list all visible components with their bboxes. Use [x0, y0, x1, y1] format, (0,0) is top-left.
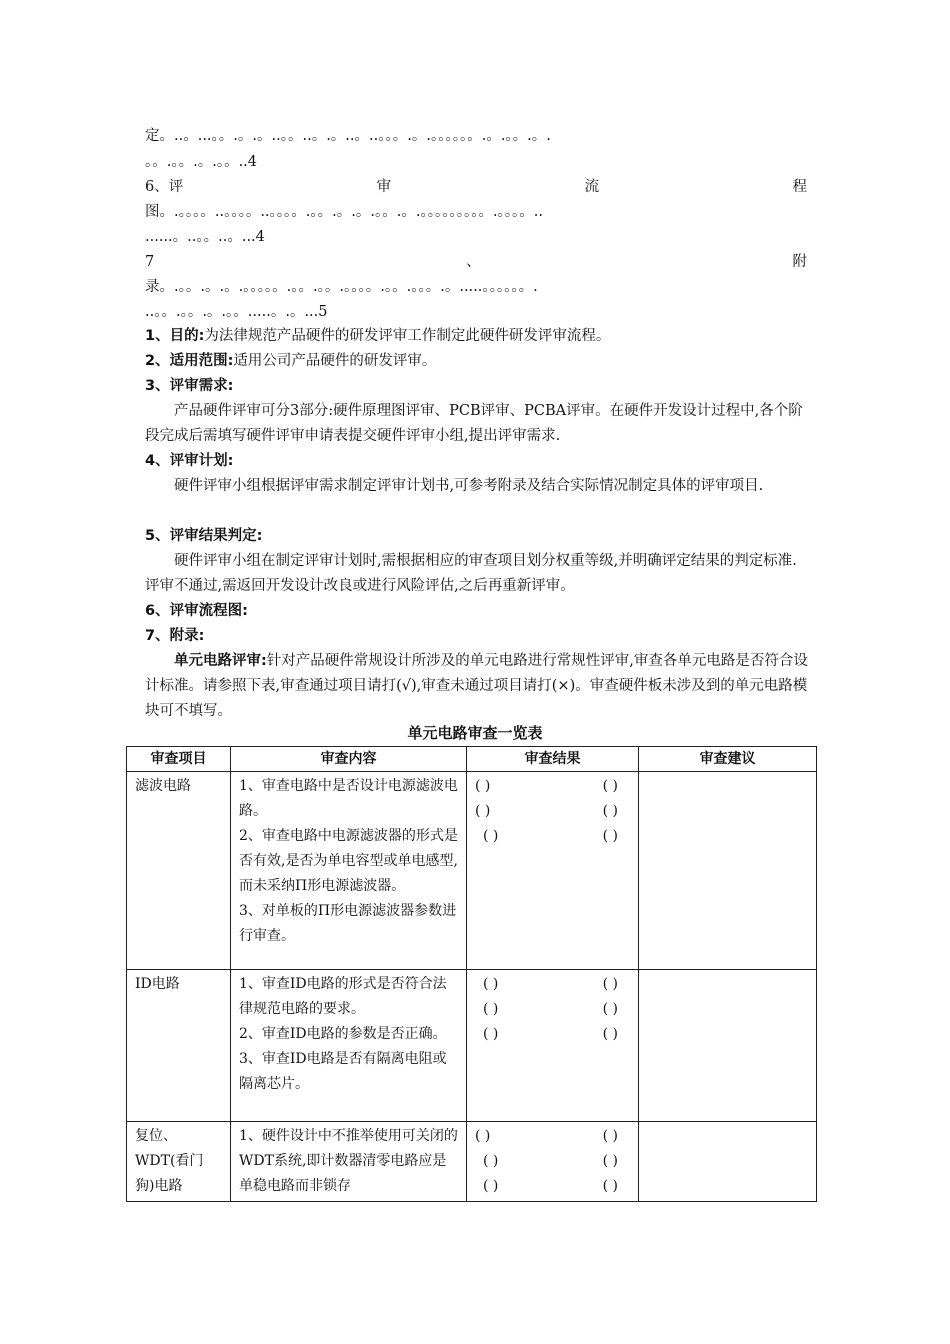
- review-result[interactable]: [467, 772, 639, 970]
- fail-checkbox[interactable]: ( ): [602, 1153, 618, 1169]
- pass-checkbox[interactable]: ( ): [483, 1178, 499, 1194]
- section-heading: 4、评审计划:: [145, 453, 234, 469]
- result-line: [475, 824, 630, 849]
- pass-checkbox[interactable]: ( ): [483, 1001, 499, 1017]
- content-line: 1、硬件设计中不推举使用可关闭的WDT系统,即计数器清零电路应是单稳电路而非锁存: [239, 1128, 458, 1194]
- review-result[interactable]: [467, 970, 639, 1122]
- review-content: [231, 970, 467, 1122]
- table-caption: 单元电路审查一览表: [407, 724, 543, 742]
- toc-word: 审: [376, 179, 392, 195]
- result-line: [475, 1149, 630, 1174]
- appendix-lead: 单元电路评审:: [174, 653, 267, 669]
- column-header: 审查内容: [231, 747, 467, 772]
- toc-word: 6、评: [145, 179, 184, 195]
- result-line: [475, 997, 630, 1022]
- fail-checkbox[interactable]: ( ): [602, 1026, 618, 1042]
- review-content: [231, 1122, 467, 1202]
- pass-checkbox[interactable]: ( ): [475, 1128, 491, 1144]
- section-paragraph: 产品硬件评审可分3部分:硬件原理图评审、PCB评审、PCBA评审。在硬件开发设计过程中,各个阶段完成后需填写硬件评审申请表提交硬件评审小组,提出评审需求.: [145, 403, 803, 444]
- toc-line: 录。.。。.。.。.。。。。。.。。.。。.。。。。.。。.。。。.。.....。。。。。。.: [145, 279, 538, 295]
- pass-checkbox[interactable]: ( ): [483, 1026, 499, 1042]
- fail-checkbox[interactable]: ( ): [602, 1128, 618, 1144]
- toc-word: 7: [145, 254, 155, 270]
- toc-word: 程: [792, 179, 807, 195]
- section-paragraph: [145, 649, 811, 724]
- toc-line: 图。.。。。。..。。。。..。。。。.。。.。.。.。。.。.。。。。。。。。。.。。。。..: [145, 204, 544, 220]
- table-header-row: [127, 747, 817, 772]
- column-header: 审查结果: [467, 747, 639, 772]
- review-item: 复位、WDT(看门狗)电路: [127, 1122, 231, 1202]
- fail-checkbox[interactable]: ( ): [602, 1178, 618, 1194]
- section-heading: 3、评审需求:: [145, 378, 234, 394]
- fail-checkbox[interactable]: ( ): [602, 778, 618, 794]
- table-row: [127, 772, 817, 970]
- pass-checkbox[interactable]: ( ): [475, 778, 491, 794]
- content-line: 2、审查电路中电源滤波器的形式是否有效,是否为单电容型或单电感型,而未采纳Π形电源滤波器。: [239, 828, 458, 894]
- content-line: 1、审查电路中是否设计电源滤波电路。: [239, 778, 458, 819]
- review-advice[interactable]: [639, 772, 817, 970]
- toc-item-6: [145, 175, 807, 199]
- section-paragraph: 硬件评审小组在制定评审计划时,需根据相应的审查项目划分权重等级,并明确评定结果的判定标准.评审不通过,需返回开发设计改良或进行风险评估,之后再重新评审。: [145, 553, 797, 594]
- section-heading: 2、适用范围:: [145, 353, 234, 369]
- toc-item-7: [145, 250, 807, 274]
- content-line: 2、审查ID电路的参数是否正确。: [239, 1026, 447, 1042]
- section-heading: 1、目的:: [145, 328, 205, 344]
- review-advice[interactable]: [639, 1122, 817, 1202]
- fail-checkbox[interactable]: ( ): [602, 803, 618, 819]
- toc-line: 定。..。...。。.。.。..。。..。.。..。..。。。.。.。。。。。。.。.。。.。.: [145, 128, 551, 144]
- review-advice[interactable]: [639, 970, 817, 1122]
- toc-word: 附: [792, 254, 807, 270]
- pass-checkbox[interactable]: ( ): [483, 828, 499, 844]
- section-text: 为法律规范产品硬件的研发评审工作制定此硬件研发评审流程。: [204, 328, 611, 344]
- pass-checkbox[interactable]: ( ): [475, 803, 491, 819]
- table-row: [127, 1122, 817, 1202]
- fail-checkbox[interactable]: ( ): [602, 1001, 618, 1017]
- review-content: [231, 772, 467, 970]
- column-header: 审查项目: [127, 747, 231, 772]
- pass-checkbox[interactable]: ( ): [483, 976, 499, 992]
- result-line: [475, 774, 630, 799]
- result-line: [475, 1124, 630, 1149]
- fail-checkbox[interactable]: ( ): [602, 976, 618, 992]
- result-line: [475, 799, 630, 824]
- section-text: 适用公司产品硬件的研发评审。: [233, 353, 437, 369]
- section-heading: 5、评审结果判定:: [145, 528, 263, 544]
- review-result[interactable]: [467, 1122, 639, 1202]
- review-item: ID电路: [127, 970, 231, 1122]
- review-table: [126, 746, 817, 1202]
- toc-line: ..。。.。。.。.。。.....。.。...5: [145, 304, 328, 320]
- toc-line: 。。.。。.。.。。..4: [145, 154, 258, 170]
- toc-word: 、: [466, 254, 481, 270]
- result-line: [475, 1022, 630, 1047]
- appendix-text: 针对产品硬件常规设计所涉及的单元电路进行常规性评审,审查各单元电路是否符合设计标准。请参照下表,审查通过项目请打(√),审查未通过项目请打(×)。审查硬件板未涉及到的单元电路模块可不填写。: [145, 653, 808, 719]
- section-paragraph: 硬件评审小组根据评审需求制定评审计划书,可参考附录及结合实际情况制定具体的评审项目.: [174, 478, 764, 494]
- section-heading: 7、附录:: [145, 628, 205, 644]
- toc-word: 流: [584, 179, 600, 195]
- section-scope: [145, 349, 436, 373]
- section-heading: 6、评审流程图:: [145, 603, 248, 619]
- content-line: 3、对单板的Π形电源滤波器参数进行审查。: [239, 903, 457, 944]
- section-purpose: [145, 324, 610, 348]
- toc-line: ......。..。。..。...4: [145, 229, 265, 245]
- content-line: 1、审查ID电路的形式是否符合法律规范电路的要求。: [239, 976, 447, 1017]
- column-header: 审查建议: [639, 747, 817, 772]
- fail-checkbox[interactable]: ( ): [602, 828, 618, 844]
- pass-checkbox[interactable]: ( ): [483, 1153, 499, 1169]
- table-row: [127, 970, 817, 1122]
- result-line: [475, 1174, 630, 1199]
- content-line: 3、审查ID电路是否有隔离电阻或隔离芯片。: [239, 1051, 447, 1092]
- review-item: 滤波电路: [127, 772, 231, 970]
- result-line: [475, 972, 630, 997]
